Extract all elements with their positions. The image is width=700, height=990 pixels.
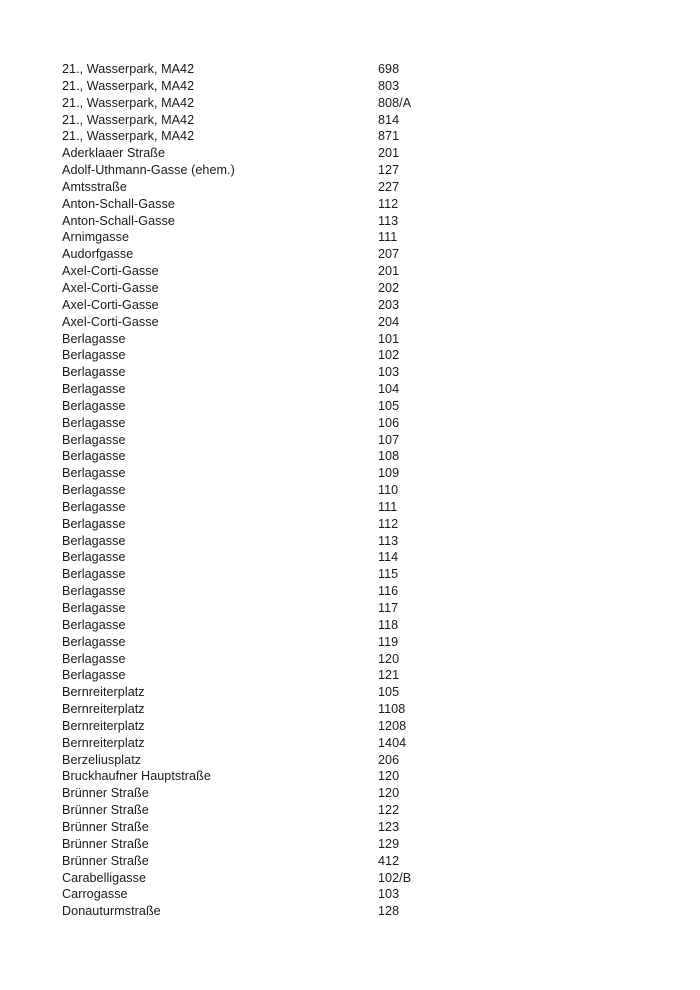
street-name-cell: Berlagasse: [62, 432, 126, 447]
street-name-cell: Amtsstraße: [62, 179, 127, 194]
house-number-cell: 1404: [378, 735, 407, 750]
street-name-cell: Berlagasse: [62, 415, 126, 430]
street-name-cell: Anton-Schall-Gasse: [62, 213, 175, 228]
house-number-cell: 106: [378, 415, 400, 430]
street-name-cell: Berlagasse: [62, 398, 126, 413]
house-number-cell: 127: [378, 163, 400, 178]
house-number-cell: 118: [378, 617, 399, 632]
table-row: [62, 903, 680, 920]
house-number-cell: 120: [378, 651, 400, 666]
house-number-cell: 103: [378, 887, 400, 902]
house-number-cell: 102: [378, 348, 400, 363]
table-row: [62, 667, 680, 684]
table-row: [62, 752, 680, 769]
street-name-cell: Axel-Corti-Gasse: [62, 264, 159, 279]
table-row: [62, 314, 680, 331]
house-number-cell: 117: [378, 601, 399, 615]
street-name-cell: Bernreiterplatz: [62, 702, 145, 717]
house-number-cell: 871: [378, 129, 400, 144]
table-row: [62, 853, 680, 870]
street-name-cell: Donauturmstraße: [62, 904, 161, 919]
table-row: [62, 280, 680, 297]
house-number-cell: 201: [378, 264, 400, 279]
table-row: [62, 549, 680, 566]
table-row: [62, 145, 680, 162]
table-row: [62, 297, 680, 314]
table-row: [62, 112, 680, 129]
street-name-cell: Brünner Straße: [62, 819, 149, 834]
table-row: [62, 533, 680, 550]
table-row: [62, 331, 680, 348]
table-row: [62, 651, 680, 668]
street-name-cell: Berlagasse: [62, 668, 126, 683]
street-name-cell: Berlagasse: [62, 550, 126, 565]
street-name-cell: Brünner Straße: [62, 836, 149, 851]
street-name-cell: Berzeliusplatz: [62, 752, 142, 767]
house-number-cell: 107: [378, 432, 400, 447]
street-name-cell: Axel-Corti-Gasse: [62, 297, 159, 312]
street-name-cell: Axel-Corti-Gasse: [62, 280, 159, 295]
table-row: [62, 802, 680, 819]
table-row: [62, 870, 680, 887]
street-name-cell: Berlagasse: [62, 567, 126, 582]
table-row: [62, 78, 680, 95]
house-number-cell: 412: [378, 853, 400, 868]
table-row: [62, 179, 680, 196]
table-row: [62, 836, 680, 853]
house-number-cell: 121: [378, 668, 400, 683]
street-name-cell: 21., Wasserpark, MA42: [62, 129, 195, 144]
street-name-cell: Carrogasse: [62, 887, 128, 902]
house-number-cell: 206: [378, 752, 400, 767]
street-name-cell: Adolf-Uthmann-Gasse (ehem.): [62, 163, 235, 178]
table-row: [62, 263, 680, 280]
street-name-cell: Aderklaaer Straße: [62, 146, 166, 161]
street-name-cell: Audorfgasse: [62, 247, 134, 262]
street-name-cell: Brünner Straße: [62, 803, 149, 818]
house-number-cell: 122: [378, 803, 400, 818]
table-row: [62, 634, 680, 651]
house-number-cell: 202: [378, 280, 400, 295]
table-row: [62, 364, 680, 381]
table-row: [62, 229, 680, 246]
table-row: [62, 718, 680, 735]
street-name-cell: 21., Wasserpark, MA42: [62, 95, 195, 110]
table-row: [62, 448, 680, 465]
street-name-cell: Brünner Straße: [62, 786, 149, 801]
house-number-cell: 129: [378, 836, 400, 851]
house-number-cell: 101: [378, 331, 400, 346]
table-row: [62, 432, 680, 449]
street-name-cell: Berlagasse: [62, 516, 126, 531]
street-name-cell: Berlagasse: [62, 382, 126, 397]
table-row: [62, 196, 680, 213]
house-number-cell: 114: [378, 550, 399, 565]
street-name-cell: Berlagasse: [62, 601, 126, 615]
house-number-cell: 112: [378, 196, 399, 211]
table-row: [62, 213, 680, 230]
street-name-cell: Berlagasse: [62, 617, 126, 632]
street-name-cell: Berlagasse: [62, 499, 126, 514]
table-row: [62, 583, 680, 600]
street-name-cell: 21., Wasserpark, MA42: [62, 78, 195, 93]
house-number-cell: 201: [378, 146, 400, 161]
table-row: [62, 735, 680, 752]
table-row: [62, 482, 680, 499]
street-name-cell: Berlagasse: [62, 466, 126, 481]
street-name-cell: Axel-Corti-Gasse: [62, 314, 159, 329]
street-name-cell: Bernreiterplatz: [62, 685, 145, 700]
table-row: [62, 785, 680, 802]
street-name-cell: Berlagasse: [62, 483, 126, 498]
house-number-cell: 808/A: [378, 95, 412, 110]
street-name-cell: Berlagasse: [62, 634, 126, 649]
house-number-cell: 108: [378, 449, 400, 464]
house-number-cell: 109: [378, 466, 400, 481]
address-list: [62, 61, 680, 920]
street-name-cell: Anton-Schall-Gasse: [62, 196, 175, 211]
house-number-cell: 123: [378, 819, 400, 834]
table-row: [62, 886, 680, 903]
table-row: [62, 61, 680, 78]
house-number-cell: 120: [378, 786, 400, 801]
table-row: [62, 415, 680, 432]
table-row: [62, 701, 680, 718]
table-row: [62, 566, 680, 583]
house-number-cell: 1108: [378, 702, 406, 717]
table-row: [62, 819, 680, 836]
house-number-cell: 103: [378, 365, 400, 380]
street-name-cell: Bernreiterplatz: [62, 718, 145, 733]
table-row: [62, 516, 680, 533]
street-name-cell: Arnimgasse: [62, 230, 129, 245]
table-row: [62, 398, 680, 415]
house-number-cell: 102/B: [378, 870, 412, 885]
table-row: [62, 768, 680, 785]
house-number-cell: 119: [378, 634, 399, 649]
house-number-cell: 104: [378, 382, 400, 397]
street-name-cell: Berlagasse: [62, 584, 126, 599]
street-name-cell: Berlagasse: [62, 365, 126, 380]
street-name-cell: Bruckhaufner Hauptstraße: [62, 769, 211, 784]
table-row: [62, 684, 680, 701]
street-name-cell: Berlagasse: [62, 348, 126, 363]
street-name-cell: Carabelligasse: [62, 870, 147, 885]
street-name-cell: Brünner Straße: [62, 853, 149, 868]
house-number-cell: 110: [378, 483, 399, 498]
house-number-cell: 111: [378, 499, 398, 514]
street-name-cell: Berlagasse: [62, 449, 126, 464]
house-number-cell: 105: [378, 685, 400, 700]
table-row: [62, 381, 680, 398]
house-number-cell: 207: [378, 247, 400, 262]
table-row: [62, 465, 680, 482]
house-number-cell: 120: [378, 769, 400, 784]
house-number-cell: 113: [378, 533, 399, 548]
house-number-cell: 128: [378, 904, 400, 919]
street-name-cell: 21., Wasserpark, MA42: [62, 62, 195, 76]
house-number-cell: 698: [378, 62, 400, 76]
street-name-cell: Berlagasse: [62, 651, 126, 666]
house-number-cell: 115: [378, 567, 399, 582]
house-number-cell: 203: [378, 297, 400, 312]
house-number-cell: 227: [378, 179, 400, 194]
house-number-cell: 1208: [378, 718, 407, 733]
table-row: [62, 347, 680, 364]
house-number-cell: 112: [378, 516, 399, 531]
house-number-cell: 814: [378, 112, 400, 127]
table-row: [62, 617, 680, 634]
house-number-cell: 113: [378, 213, 399, 228]
house-number-cell: 116: [378, 584, 399, 599]
street-name-cell: Bernreiterplatz: [62, 735, 145, 750]
table-row: [62, 499, 680, 516]
house-number-cell: 105: [378, 398, 400, 413]
street-name-cell: 21., Wasserpark, MA42: [62, 112, 195, 127]
table-row: [62, 600, 680, 617]
table-row: [62, 162, 680, 179]
table-row: [62, 128, 680, 145]
house-number-cell: 111: [378, 230, 398, 245]
house-number-cell: 803: [378, 78, 400, 93]
street-name-cell: Berlagasse: [62, 533, 126, 548]
table-row: [62, 246, 680, 263]
table-row: [62, 95, 680, 112]
house-number-cell: 204: [378, 314, 400, 329]
street-name-cell: Berlagasse: [62, 331, 126, 346]
